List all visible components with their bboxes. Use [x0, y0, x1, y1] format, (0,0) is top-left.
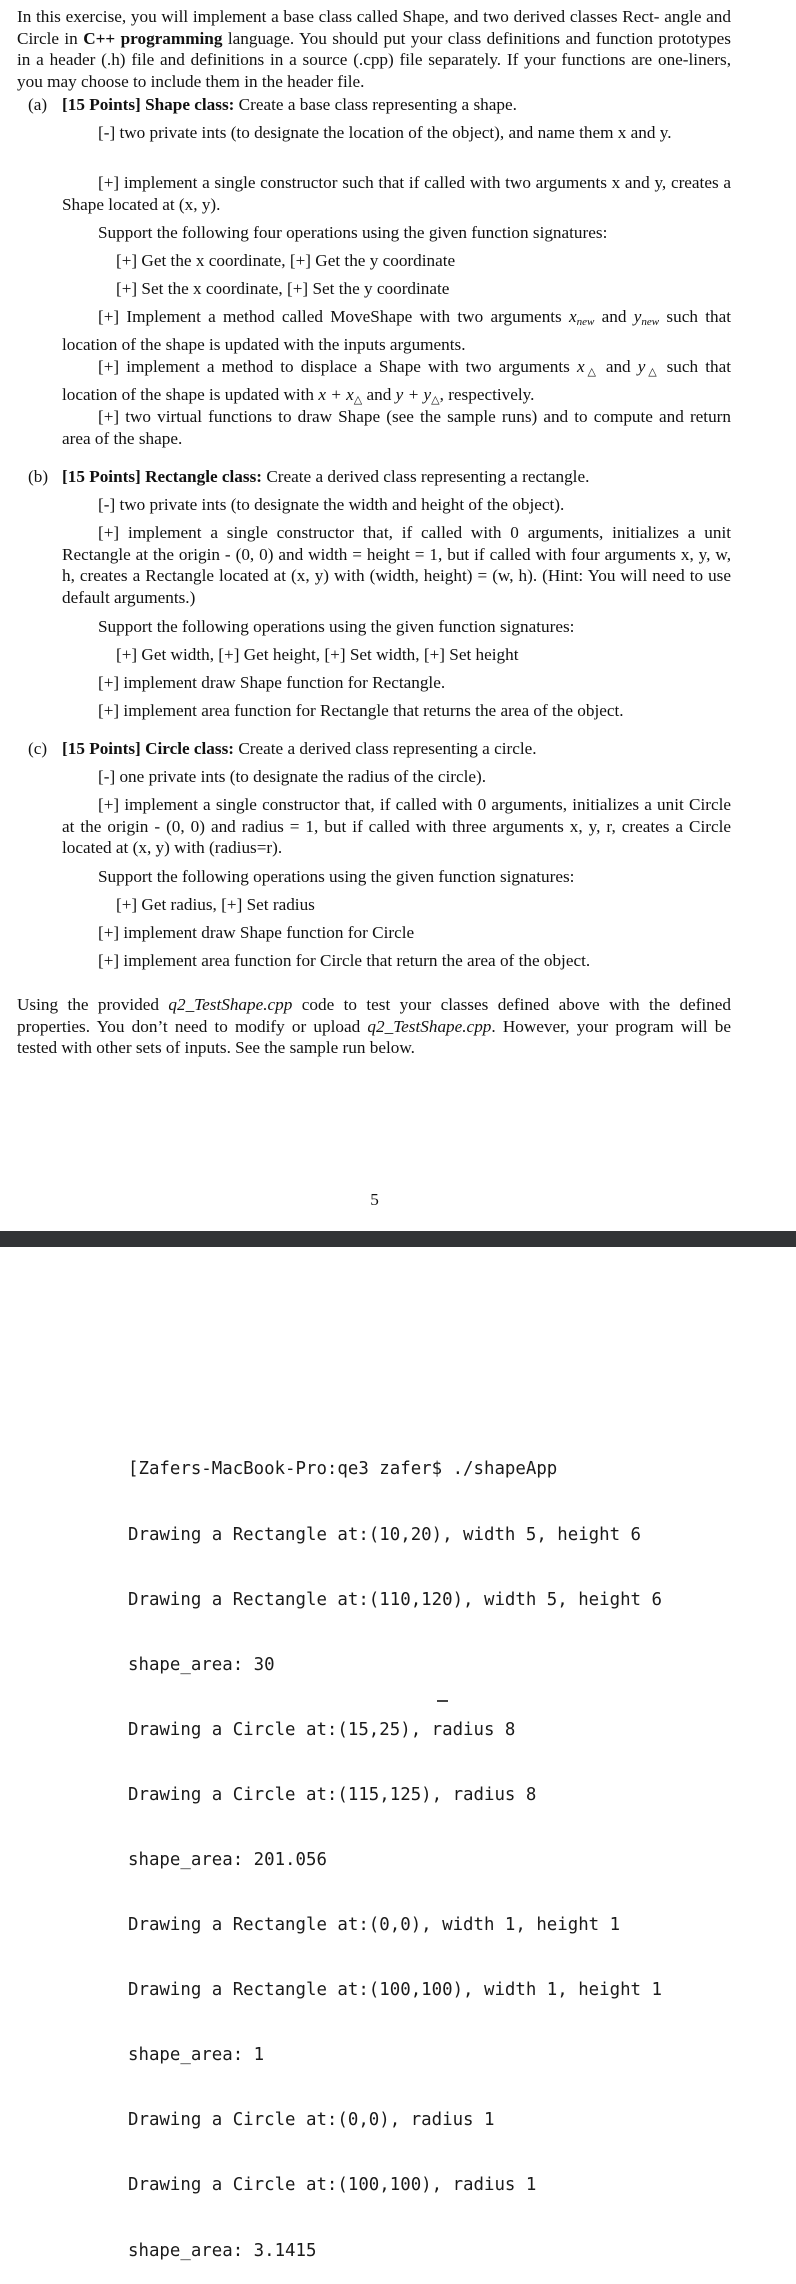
terminal-line: Drawing a Circle at:(100,100), radius 1: [128, 2175, 537, 2196]
terminal-line: [Zafers-MacBook-Pro:qe3 zafer$ ./shapeApp: [128, 1459, 558, 1480]
test-file-name-2: q2_TestShape.cpp: [367, 1016, 492, 1036]
section-a-item-2: [+] implement a single constructor such that if called with two arguments x and y, creates a Shape located at (x, y).: [62, 173, 731, 214]
section-a-item-1: [-] two private ints (to designate the location of the object), and name them x and y.: [98, 123, 672, 142]
section-c-item-3: [+] implement draw Shape function for Circle: [98, 923, 415, 942]
terminal-line: shape_area: 1: [128, 2045, 265, 2066]
terminal-line: Drawing a Circle at:(115,125), radius 8: [128, 1784, 537, 1805]
terminal-line: Drawing a Rectangle at:(110,120), width 5, height 6: [128, 1589, 662, 1610]
section-b-item-2: [+] implement a single constructor that, if called with 0 arguments, initializes a unit Rectangle at the origin - (0, 0) and width = height = 1, but if called with four arguments x, y, w, h, creates a Rectangle located at (x, y) with (width, height) = (w, h). (Hint: You will need to use default arguments.): [62, 523, 731, 607]
section-c-heading: (c) [15 Points] Circle class: Create a derived class representing a circle.: [28, 739, 537, 758]
section-a-ops-get: [+] Get the x coordinate, [+] Get the y coordinate: [116, 251, 456, 270]
section-b-item-1: [-] two private ints (to designate the width and height of the object).: [98, 495, 565, 514]
intro-paragraph: In this exercise, you will implement a base class called Shape, and two derived classes Rect- angle and Circle in C++ programming language. You should put your class definitions and function prototypes in a header (.h) file and definitions in a source (.cpp) file separately. If your functions are one-liners, you may choose to include them in the header file.: [17, 7, 731, 91]
section-b-item-3: [+] implement draw Shape function for Rectangle.: [98, 673, 446, 692]
intro-bold: C++ programming: [83, 28, 223, 48]
section-c-item-4: [+] implement area function for Circle that return the area of the object.: [98, 951, 591, 970]
section-c-item-2: [+] implement a single constructor that, if called with 0 arguments, initializes a unit Circle at the origin - (0, 0) and radius = 1, but if called with three arguments x, y, r, creates a Circle located at (x, y) with (radius=r).: [62, 795, 731, 858]
terminal-line: Drawing a Rectangle at:(0,0), width 1, height 1: [128, 1915, 621, 1936]
section-b-item-4: [+] implement area function for Rectangle that returns the area of the object.: [98, 701, 624, 720]
terminal-line: shape_area: 201.056: [128, 1849, 327, 1870]
terminal-output: [128, 1416, 768, 2284]
section-c-support: Support the following operations using the given function signatures:: [98, 867, 575, 886]
terminal-line: Drawing a Rectangle at:(10,20), width 5, height 6: [128, 1524, 642, 1545]
terminal-line: Drawing a Circle at:(0,0), radius 1: [128, 2110, 495, 2131]
section-b-support: Support the following operations using the given function signatures:: [98, 617, 575, 636]
section-a-ops-set: [+] Set the x coordinate, [+] Set the y coordinate: [116, 279, 450, 298]
terminal-line: shape_area: 3.1415: [128, 2240, 317, 2261]
section-b-heading: (b) [15 Points] Rectangle class: Create a derived class representing a rectangle.: [28, 467, 590, 486]
terminal-line: shape_area: 30: [128, 1654, 275, 1675]
terminal-line: Drawing a Rectangle at:(100,100), width 1, height 1: [128, 1980, 662, 2001]
page-number: 5: [370, 1190, 379, 1209]
section-b-ops: [+] Get width, [+] Get height, [+] Set width, [+] Set height: [116, 645, 519, 664]
test-file-name: q2_TestShape.cpp: [168, 995, 293, 1014]
outro-paragraph: Using the provided q2_TestShape.cpp code to test your classes defined above with the defined properties. You don’t need to modify or upload q2_TestShape.cpp. However, your program will be tested with other sets of inputs. See the sample run below.: [17, 995, 731, 1058]
terminal-cursor: [437, 1700, 448, 1702]
section-c-ops: [+] Get radius, [+] Set radius: [116, 895, 315, 914]
section-a-heading: (a) [15 Points] Shape class: Create a base class representing a shape.: [28, 95, 517, 114]
terminal-line: Drawing a Circle at:(15,25), radius 8: [128, 1719, 516, 1740]
section-a-item-5: [+] two virtual functions to draw Shape (see the sample runs) and to compute and return area of the shape.: [62, 407, 731, 448]
section-a-item-4: [+] implement a method to displace a Shape with two arguments x△ and y△ such that location of the shape is updated with x + x△ and y + y△, respectively.: [62, 357, 731, 406]
section-c-item-1: [-] one private ints (to designate the radius of the circle).: [98, 767, 487, 786]
page-divider: [0, 1231, 796, 1247]
section-a-support: Support the following four operations using the given function signatures:: [98, 223, 608, 242]
section-a-item-3: [+] Implement a method called MoveShape with two arguments xnew and ynew such that location of the shape is updated with the inputs arguments.: [62, 307, 731, 354]
